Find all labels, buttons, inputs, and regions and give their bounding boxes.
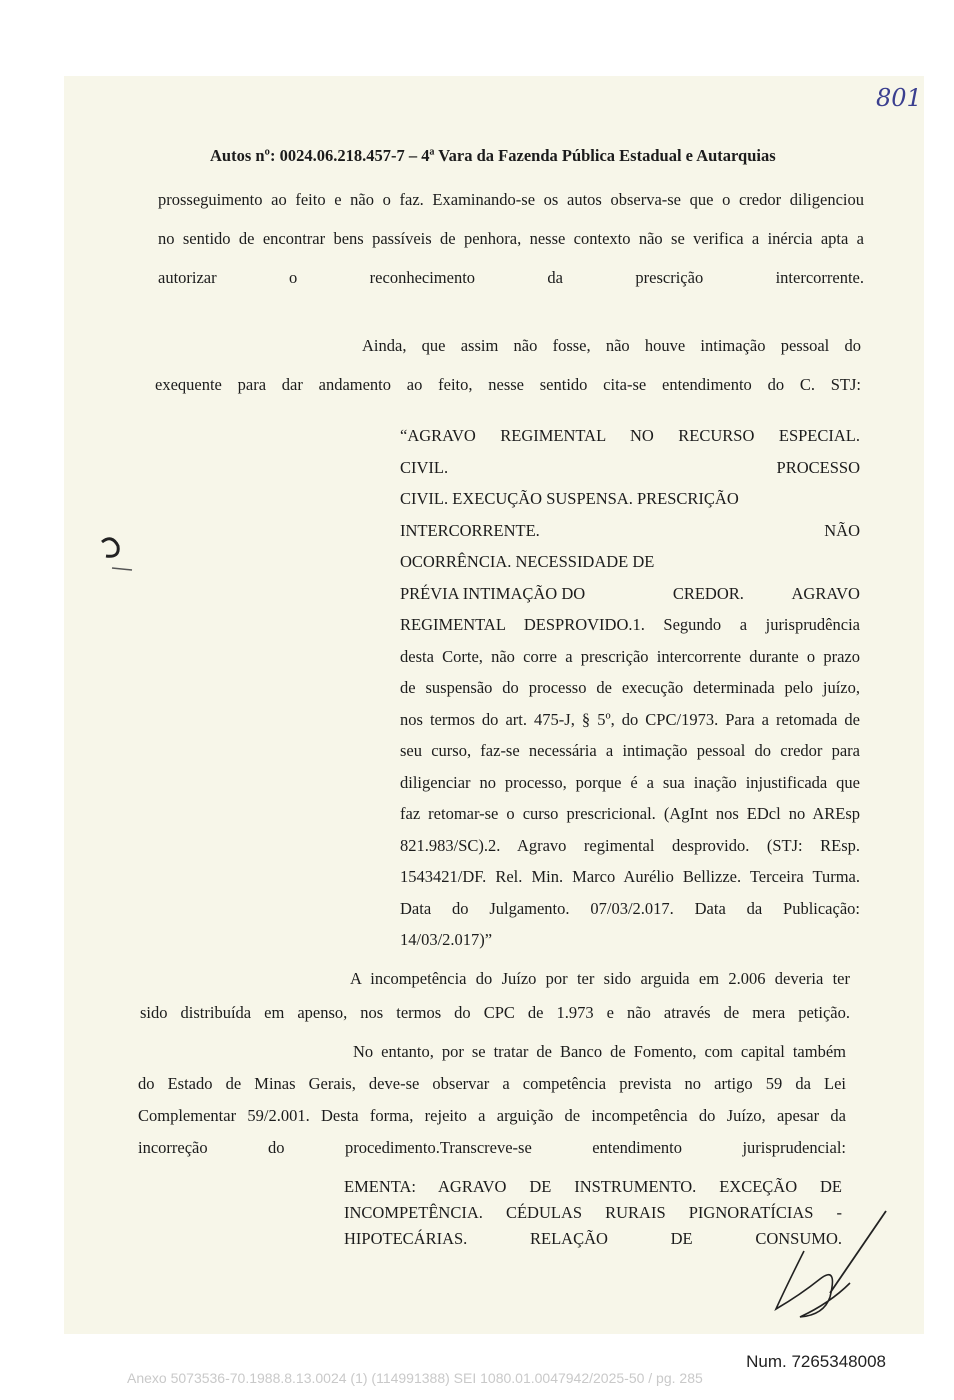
quote-line: seu curso, faz-se necessária a intimação pessoal do credor para bbox=[400, 741, 860, 760]
ementa-line: INCOMPETÊNCIA. CÉDULAS RURAIS PIGNORATÍCIAS - bbox=[344, 1203, 842, 1222]
quote-fragment: NÃO bbox=[824, 520, 860, 540]
paragraph-3 bbox=[140, 962, 850, 1030]
quote-line: 1543421/DF. Rel. Min. Marco Aurélio Bellizze. Terceira Turma. bbox=[400, 867, 860, 886]
quote-line: Data do Julgamento. 07/03/2.017. Data da Publicação: bbox=[400, 898, 860, 918]
handwritten-page-number: 801 bbox=[876, 84, 922, 112]
signature-mark bbox=[760, 1205, 890, 1325]
paragraph-4 bbox=[138, 1036, 846, 1164]
paragraph-1 bbox=[158, 180, 864, 297]
quote-fragment: PRÉVIA INTIMAÇÃO DO bbox=[400, 583, 586, 603]
quote-fragment: INTERCORRENTE. bbox=[400, 520, 540, 540]
paragraph-4-line: do Estado de Minas Gerais, deve-se observar a competência prevista no artigo 59 da Lei bbox=[138, 1074, 846, 1093]
quote-line: CIVIL. EXECUÇÃO SUSPENSA. PRESCRIÇÃO bbox=[400, 489, 739, 508]
paragraph-2 bbox=[155, 326, 861, 404]
ementa-fragment: HIPOTECÁRIAS. bbox=[344, 1229, 468, 1248]
quote-line: faz retomar-se o curso prescricional. (AgInt nos EDcl no AREsp bbox=[400, 804, 860, 823]
quote-line: nos termos do art. 475-J, § 5º, do CPC/1973. Para a retomada de bbox=[400, 709, 860, 729]
case-header: Autos nº: 0024.06.218.457-7 – 4ª Vara da Fazenda Pública Estadual e Autarquias bbox=[210, 146, 776, 165]
sei-reference: Anexo 5073536-70.1988.8.13.0024 (1) (114991388) SEI 1080.01.0047942/2025-50 / pg. 285 bbox=[127, 1370, 703, 1386]
ementa-fragment: CONSUMO. bbox=[755, 1229, 842, 1248]
quote-line: desta Corte, não corre a prescrição intercorrente durante o prazo bbox=[400, 646, 860, 666]
quote-line: OCORRÊNCIA. NECESSIDADE DE bbox=[400, 552, 655, 571]
paragraph-1-line: no sentido de encontrar bens passíveis de penhora, nesse contexto não se verifica a inércia apta a bbox=[158, 229, 864, 248]
paragraph-4-line: Complementar 59/2.001. Desta forma, rejeito a arguição de incompetência do Juízo, apesar da bbox=[138, 1106, 846, 1125]
document-number: Num. 7265348008 bbox=[746, 1352, 886, 1371]
quote-fragment: CIVIL. bbox=[400, 457, 449, 477]
ementa-line: EMENTA: AGRAVO DE INSTRUMENTO. EXCEÇÃO DE bbox=[344, 1177, 842, 1196]
ementa-fragment: DE bbox=[670, 1229, 693, 1248]
quote-fragment: AGRAVO bbox=[791, 583, 860, 603]
ementa-fragment: RELAÇÃO bbox=[530, 1229, 608, 1248]
quote-line: 14/03/2.017)” bbox=[400, 930, 493, 949]
quote-fragment: PROCESSO bbox=[776, 457, 860, 477]
paragraph-2-line: Ainda, que assim não fosse, não houve intimação pessoal do bbox=[362, 336, 861, 355]
stj-quote bbox=[400, 420, 860, 956]
quote-line: “AGRAVO REGIMENTAL NO RECURSO ESPECIAL. bbox=[400, 426, 860, 445]
paragraph-4-line: No entanto, por se tratar de Banco de Fomento, com capital também bbox=[353, 1042, 846, 1061]
quote-fragment: CREDOR. bbox=[672, 583, 744, 603]
quote-line: diligenciar no processo, porque é a sua inação injustificada que bbox=[400, 772, 860, 792]
quote-line: REGIMENTAL DESPROVIDO.1. Segundo a jurisprudência bbox=[400, 615, 860, 634]
paragraph-3-line: A incompetência do Juízo por ter sido arguida em 2.006 deveria ter bbox=[350, 969, 850, 988]
quote-line: de suspensão do processo de execução determinada pelo juízo, bbox=[400, 678, 860, 697]
paragraph-1-line: prosseguimento ao feito e não o faz. Examinando-se os autos observa-se que o credor diligenciou bbox=[158, 190, 864, 209]
quote-line bbox=[400, 515, 860, 547]
paragraph-3-line: sido distribuída em apenso, nos termos do CPC de 1.973 e não através de mera petição. bbox=[140, 1003, 850, 1022]
paragraph-2-line: exequente para dar andamento ao feito, nesse sentido cita-se entendimento do C. STJ: bbox=[155, 375, 861, 394]
paragraph-4-line: incorreção do procedimento.Transcreve-se entendimento jurisprudencial: bbox=[138, 1138, 846, 1157]
quote-line: 821.983/SC).2. Agravo regimental desprovido. (STJ: REsp. bbox=[400, 835, 860, 855]
paragraph-1-line: autorizar o reconhecimento da prescrição intercorrente. bbox=[158, 268, 864, 287]
quote-line bbox=[400, 452, 860, 484]
scan-hole-mark bbox=[92, 530, 142, 580]
quote-line bbox=[400, 578, 860, 610]
